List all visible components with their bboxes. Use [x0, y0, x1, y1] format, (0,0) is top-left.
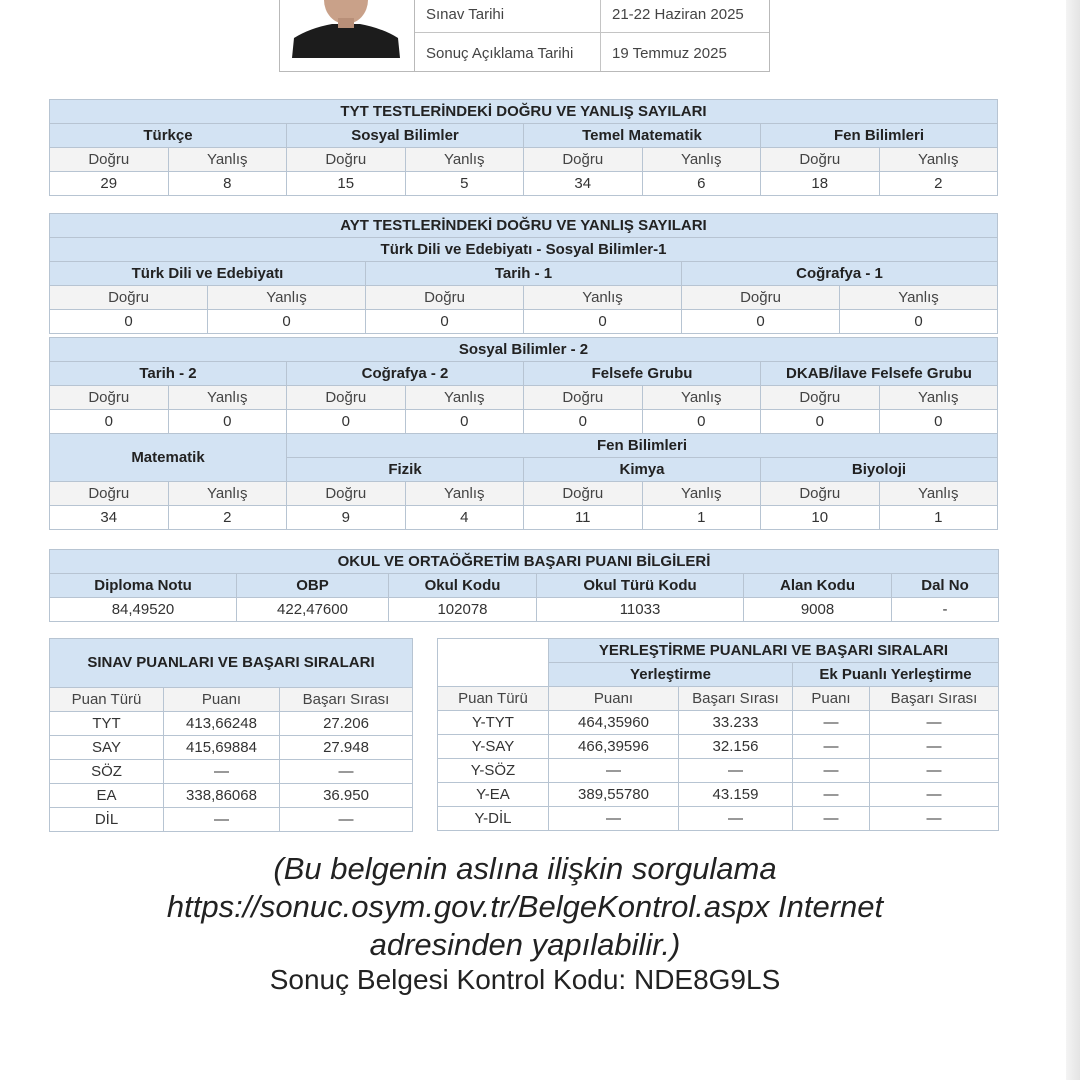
yer-puan-cell: — [549, 807, 679, 831]
sinav-header-tur: Puan Türü [50, 688, 164, 712]
table-row [438, 783, 999, 807]
ayt-biyoloji-dogru: 10 [761, 506, 880, 530]
exam-date-value: 21-22 Haziran 2025 [612, 6, 744, 23]
table-row [50, 760, 413, 784]
ek-sira-cell: — [870, 735, 999, 759]
dogru-label: Doğru [287, 148, 406, 172]
ayt-title: AYT TESTLERİNDEKİ DOĞRU VE YANLIŞ SAYILARI [50, 214, 998, 238]
verification-url-line: https://sonuc.osym.gov.tr/BelgeKontrol.aspx Internet [166, 889, 884, 924]
dogru-label: Doğru [50, 386, 169, 410]
exam-date-label: Sınav Tarihi [415, 0, 601, 32]
okul-header-obp: OBP [237, 574, 389, 598]
exam-dates-table [415, 0, 769, 71]
dogru-label: Doğru [761, 386, 880, 410]
ayt-dkab-yanlis: 0 [879, 410, 998, 434]
dogru-label: Doğru [761, 148, 880, 172]
ayt-subject-felsefe: Felsefe Grubu [524, 362, 761, 386]
ek-puan-cell: — [793, 711, 870, 735]
ayt-kimya-dogru: 11 [524, 506, 643, 530]
yerlestirme-blank-cell [438, 639, 549, 687]
yanlis-label: Yanlış [524, 286, 682, 310]
page-edge-shadow [1066, 0, 1080, 1080]
ek-puanli-subtitle: Ek Puanlı Yerleştirme [793, 663, 999, 687]
ayt-tarih2-dogru: 0 [50, 410, 169, 434]
yanlis-label: Yanlış [879, 148, 998, 172]
sinav-puan-cell: 413,66248 [164, 712, 280, 736]
okul-alan-value: 9008 [744, 598, 892, 622]
ayt-subject-kimya: Kimya [524, 458, 761, 482]
dogru-label: Doğru [287, 386, 406, 410]
yanlis-label: Yanlış [879, 482, 998, 506]
ayt-fen-title: Fen Bilimleri [287, 434, 998, 458]
yer-tur-cell: Y-EA [438, 783, 549, 807]
sinav-sira-cell: 36.950 [280, 784, 413, 808]
result-date-label: Sonuç Açıklama Tarihi [415, 33, 601, 71]
sinav-puan-cell: 415,69884 [164, 736, 280, 760]
yer-header-puan: Puanı [549, 687, 679, 711]
sinav-header-sira: Başarı Sırası [280, 688, 413, 712]
yer-tur-cell: Y-SÖZ [438, 759, 549, 783]
sinav-tur-cell: DİL [50, 808, 164, 832]
okul-header-okul-turu: Okul Türü Kodu [537, 574, 744, 598]
okul-header-alan-kodu: Alan Kodu [744, 574, 892, 598]
tyt-matematik-dogru: 34 [524, 172, 643, 196]
yer-header-tur: Puan Türü [438, 687, 549, 711]
yerlestirme-title: YERLEŞTİRME PUANLARI VE BAŞARI SIRALARI [549, 639, 999, 663]
ek-puan-cell: — [793, 807, 870, 831]
tyt-table [49, 99, 998, 196]
ayt-subject-dkab: DKAB/İlave Felsefe Grubu [761, 362, 998, 386]
ayt-table-group2 [49, 337, 998, 530]
tyt-subject-turkce: Türkçe [50, 124, 287, 148]
yer-sira-cell: 32.156 [679, 735, 793, 759]
okul-kodu-value: 102078 [389, 598, 537, 622]
ayt-subject-cografya2: Coğrafya - 2 [287, 362, 524, 386]
yerlestirme-subtitle: Yerleştirme [549, 663, 793, 687]
yanlis-label: Yanlış [405, 386, 524, 410]
ayt-subject-cografya1: Coğrafya - 1 [682, 262, 998, 286]
ayt-subject-matematik: Matematik [50, 434, 287, 482]
ek-puan-cell: — [793, 759, 870, 783]
yer-puan-cell: 464,35960 [549, 711, 679, 735]
ayt-subject-edebiyat: Türk Dili ve Edebiyatı [50, 262, 366, 286]
yanlis-label: Yanlış [642, 482, 761, 506]
ek-sira-cell: — [870, 807, 999, 831]
ayt-matematik-yanlis: 2 [168, 506, 287, 530]
sinav-sira-cell: — [280, 760, 413, 784]
sinav-title: SINAV PUANLARI VE BAŞARI SIRALARI [50, 639, 413, 688]
table-row [438, 807, 999, 831]
candidate-photo [280, 0, 415, 71]
table-row [50, 736, 413, 760]
yer-puan-cell: — [549, 759, 679, 783]
ayt-felsefe-dogru: 0 [524, 410, 643, 434]
okul-dal-value: - [892, 598, 999, 622]
table-row [438, 735, 999, 759]
yanlis-label: Yanlış [405, 148, 524, 172]
tyt-turkce-yanlis: 8 [168, 172, 287, 196]
dogru-label: Doğru [682, 286, 840, 310]
ayt-edebiyat-dogru: 0 [50, 310, 208, 334]
ayt-tarih2-yanlis: 0 [168, 410, 287, 434]
ayt-cografya1-dogru: 0 [682, 310, 840, 334]
tyt-subject-sosyal: Sosyal Bilimler [287, 124, 524, 148]
ayt-fizik-yanlis: 4 [405, 506, 524, 530]
verification-note-line1: (Bu belgenin aslına ilişkin sorgulama [273, 851, 777, 886]
dogru-label: Doğru [524, 386, 643, 410]
ayt-cografya2-dogru: 0 [287, 410, 406, 434]
table-row [438, 759, 999, 783]
ek-sira-cell: — [870, 759, 999, 783]
tyt-matematik-yanlis: 6 [642, 172, 761, 196]
yanlis-label: Yanlış [168, 482, 287, 506]
yer-sira-cell: — [679, 807, 793, 831]
sinav-puan-cell: 338,86068 [164, 784, 280, 808]
ek-header-puan: Puanı [793, 687, 870, 711]
yer-puan-cell: 389,55780 [549, 783, 679, 807]
ayt-edebiyat-yanlis: 0 [208, 310, 366, 334]
ayt-felsefe-yanlis: 0 [642, 410, 761, 434]
ayt-tarih1-dogru: 0 [366, 310, 524, 334]
table-row [50, 808, 413, 832]
ayt-subject-tarih1: Tarih - 1 [366, 262, 682, 286]
okul-header-okul-kodu: Okul Kodu [389, 574, 537, 598]
yerlestirme-table [437, 638, 999, 831]
yanlis-label: Yanlış [879, 386, 998, 410]
table-row [438, 711, 999, 735]
dogru-label: Doğru [524, 482, 643, 506]
dogru-label: Doğru [50, 286, 208, 310]
okul-header-diploma: Diploma Notu [50, 574, 237, 598]
yer-puan-cell: 466,39596 [549, 735, 679, 759]
yer-tur-cell: Y-DİL [438, 807, 549, 831]
candidate-info-box [279, 0, 770, 72]
ayt-kimya-yanlis: 1 [642, 506, 761, 530]
dogru-label: Doğru [761, 482, 880, 506]
ek-puan-cell: — [793, 783, 870, 807]
tyt-turkce-dogru: 29 [50, 172, 169, 196]
yanlis-label: Yanlış [208, 286, 366, 310]
yer-header-sira: Başarı Sırası [679, 687, 793, 711]
dogru-label: Doğru [50, 148, 169, 172]
result-date-value: 19 Temmuz 2025 [612, 45, 727, 62]
okul-title: OKUL VE ORTAÖĞRETİM BAŞARI PUANI BİLGİLERİ [50, 550, 999, 574]
control-code: Sonuç Belgesi Kontrol Kodu: NDE8G9LS [269, 964, 781, 995]
sinav-sira-cell: — [280, 808, 413, 832]
ek-sira-cell: — [870, 711, 999, 735]
ayt-cografya1-yanlis: 0 [840, 310, 998, 334]
yanlis-label: Yanlış [642, 386, 761, 410]
yanlis-label: Yanlış [405, 482, 524, 506]
yer-tur-cell: Y-TYT [438, 711, 549, 735]
table-row [50, 712, 413, 736]
ayt-subject-fizik: Fizik [287, 458, 524, 482]
sinav-tur-cell: TYT [50, 712, 164, 736]
okul-header-dal-no: Dal No [892, 574, 999, 598]
ayt-group1-title: Türk Dili ve Edebiyatı - Sosyal Bilimler-1 [50, 238, 998, 262]
sinav-tur-cell: SÖZ [50, 760, 164, 784]
tyt-fen-dogru: 18 [761, 172, 880, 196]
exam-date-row [415, 0, 769, 32]
ayt-cografya2-yanlis: 0 [405, 410, 524, 434]
okul-turu-value: 11033 [537, 598, 744, 622]
dogru-label: Doğru [287, 482, 406, 506]
verification-note-line3: adresinden yapılabilir.) [369, 927, 681, 962]
tyt-sosyal-dogru: 15 [287, 172, 406, 196]
yer-sira-cell: 33.233 [679, 711, 793, 735]
sinav-puan-cell: — [164, 760, 280, 784]
tyt-fen-yanlis: 2 [879, 172, 998, 196]
table-row [50, 784, 413, 808]
ayt-table-group1 [49, 213, 998, 334]
tyt-title: TYT TESTLERİNDEKİ DOĞRU VE YANLIŞ SAYILARI [50, 100, 998, 124]
ayt-biyoloji-yanlis: 1 [879, 506, 998, 530]
okul-diploma-value: 84,49520 [50, 598, 237, 622]
result-date-row [415, 32, 769, 71]
sinav-header-puan: Puanı [164, 688, 280, 712]
ek-puan-cell: — [793, 735, 870, 759]
yer-sira-cell: — [679, 759, 793, 783]
ayt-subject-biyoloji: Biyoloji [761, 458, 998, 482]
tyt-subject-fen: Fen Bilimleri [761, 124, 998, 148]
sinav-tur-cell: SAY [50, 736, 164, 760]
yanlis-label: Yanlış [642, 148, 761, 172]
sinav-tur-cell: EA [50, 784, 164, 808]
ayt-dkab-dogru: 0 [761, 410, 880, 434]
dogru-label: Doğru [524, 148, 643, 172]
ek-header-sira: Başarı Sırası [870, 687, 999, 711]
sinav-sira-cell: 27.206 [280, 712, 413, 736]
yer-sira-cell: 43.159 [679, 783, 793, 807]
ayt-fizik-dogru: 9 [287, 506, 406, 530]
tyt-subject-matematik: Temel Matematik [524, 124, 761, 148]
yer-tur-cell: Y-SAY [438, 735, 549, 759]
dogru-label: Doğru [50, 482, 169, 506]
sinav-puanlari-table [49, 638, 413, 832]
okul-table [49, 549, 999, 622]
dogru-label: Doğru [366, 286, 524, 310]
ayt-matematik-dogru: 34 [50, 506, 169, 530]
yanlis-label: Yanlış [840, 286, 998, 310]
yanlis-label: Yanlış [168, 148, 287, 172]
ayt-tarih1-yanlis: 0 [524, 310, 682, 334]
tyt-sosyal-yanlis: 5 [405, 172, 524, 196]
sinav-sira-cell: 27.948 [280, 736, 413, 760]
ayt-subject-tarih2: Tarih - 2 [50, 362, 287, 386]
okul-obp-value: 422,47600 [237, 598, 389, 622]
sinav-puan-cell: — [164, 808, 280, 832]
yanlis-label: Yanlış [168, 386, 287, 410]
ek-sira-cell: — [870, 783, 999, 807]
ayt-group2-title: Sosyal Bilimler - 2 [50, 338, 998, 362]
